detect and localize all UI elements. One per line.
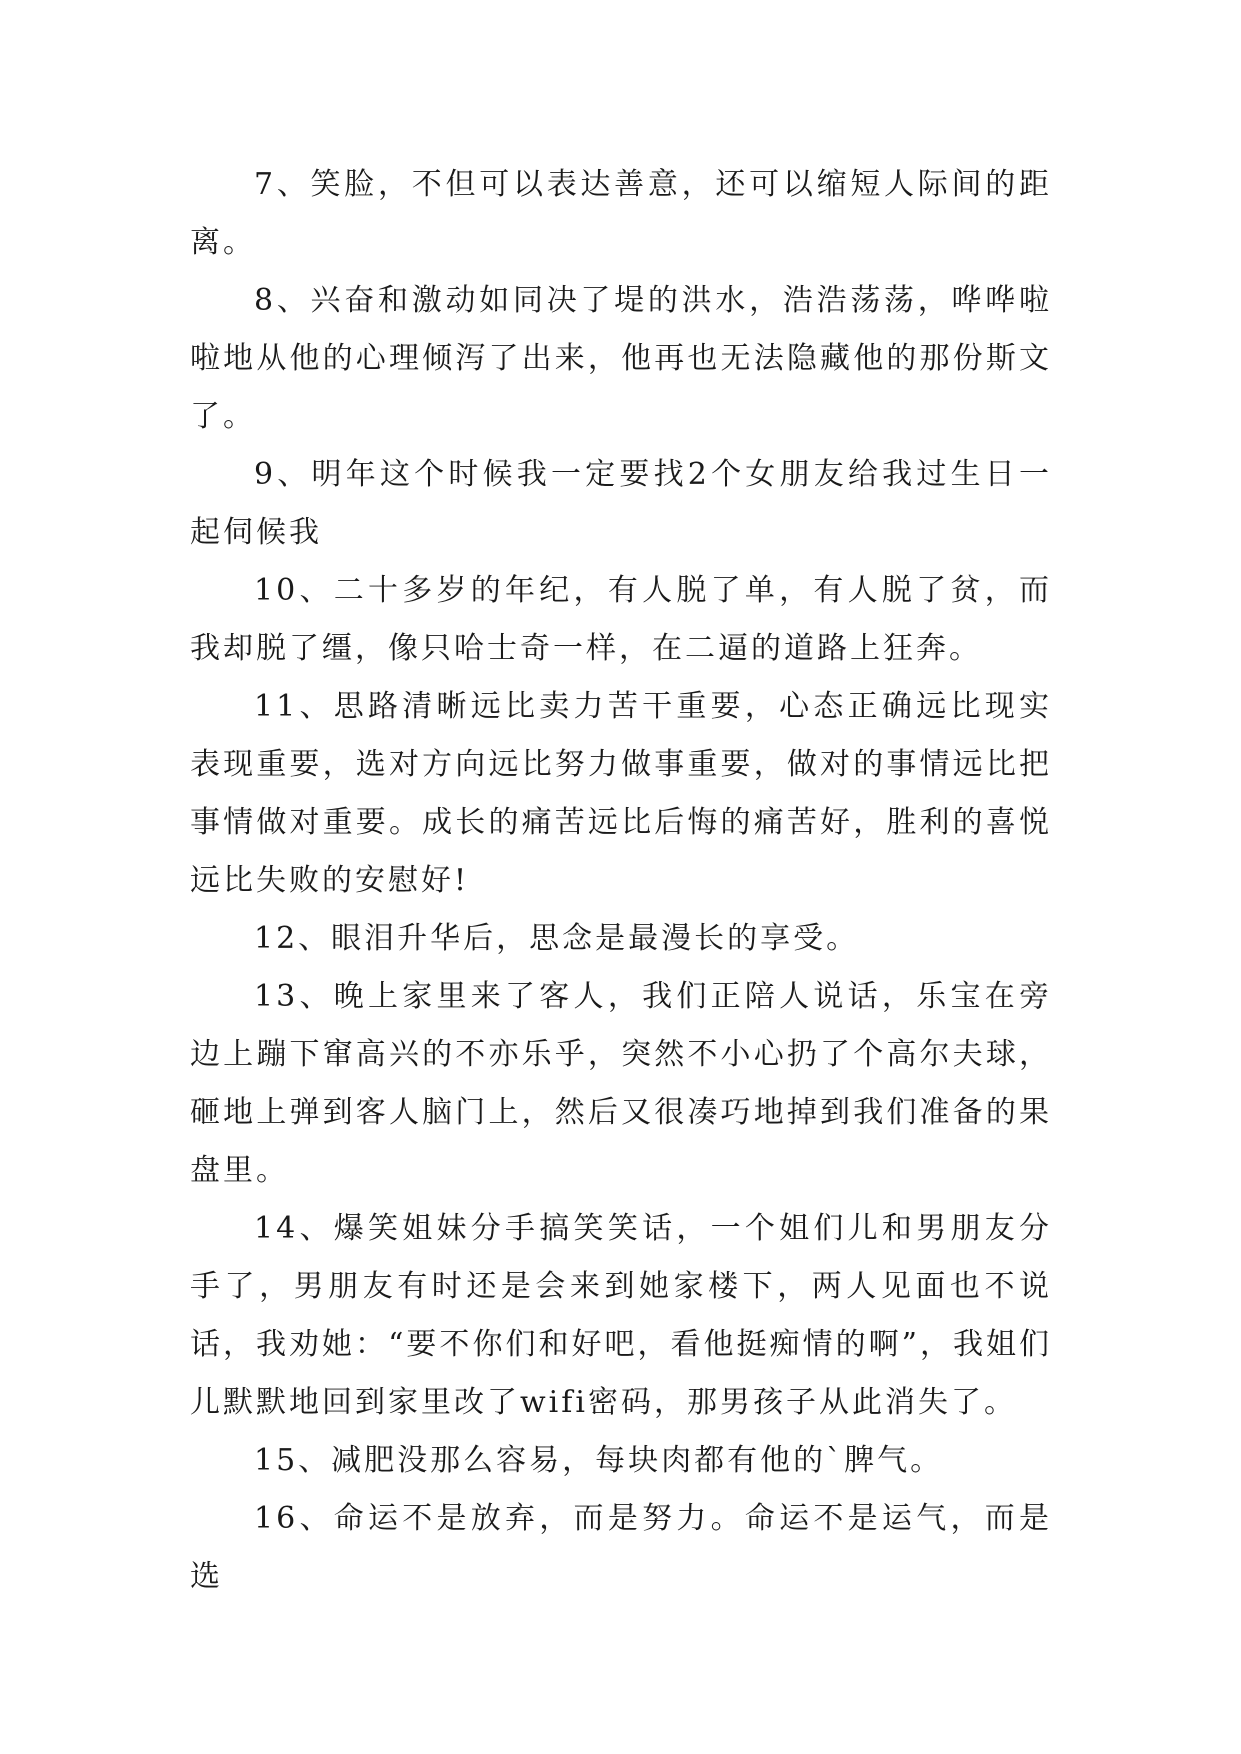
paragraph-9: 9、明年这个时候我一定要找2个女朋友给我过生日一起伺候我 [190,457,1052,550]
document-body [190,156,1052,1606]
paragraph-8: 8、兴奋和激动如同决了堤的洪水，浩浩荡荡，哗哗啦啦地从他的心理倾泻了出来，他再也无法隐藏他的那份斯文了。 [190,283,1052,434]
paragraph-14: 14、爆笑姐妹分手搞笑笑话，一个姐们儿和男朋友分手了，男朋友有时还是会来到她家楼下，两人见面也不说话，我劝她：“要不你们和好吧，看他挺痴情的啊”，我姐们儿默默地回到家里改了wifi密码，那男孩子从此消失了。 [190,1211,1052,1420]
paragraph-15: 15、减肥没那么容易，每块肉都有他的`脾气。 [254,1443,944,1478]
paragraph-7: 7、笑脸，不但可以表达善意，还可以缩短人际间的距离。 [190,167,1052,260]
paragraph-16: 16、命运不是放弃，而是努力。命运不是运气，而是选 [190,1501,1052,1594]
paragraph-12: 12、眼泪升华后，思念是最漫长的享受。 [254,921,860,956]
paragraph-10: 10、二十多岁的年纪，有人脱了单，有人脱了贫，而我却脱了缰，像只哈士奇一样，在二逼的道路上狂奔。 [190,573,1052,666]
paragraph-13: 13、晚上家里来了客人，我们正陪人说话，乐宝在旁边上蹦下窜高兴的不亦乐乎，突然不小心扔了个高尔夫球，砸地上弹到客人脑门上，然后又很凑巧地掉到我们准备的果盘里。 [190,979,1052,1188]
paragraph-11: 11、思路清晰远比卖力苦干重要，心态正确远比现实表现重要，选对方向远比努力做事重要，做对的事情远比把事情做对重要。成长的痛苦远比后悔的痛苦好，胜利的喜悦远比失败的安慰好! [190,689,1052,898]
